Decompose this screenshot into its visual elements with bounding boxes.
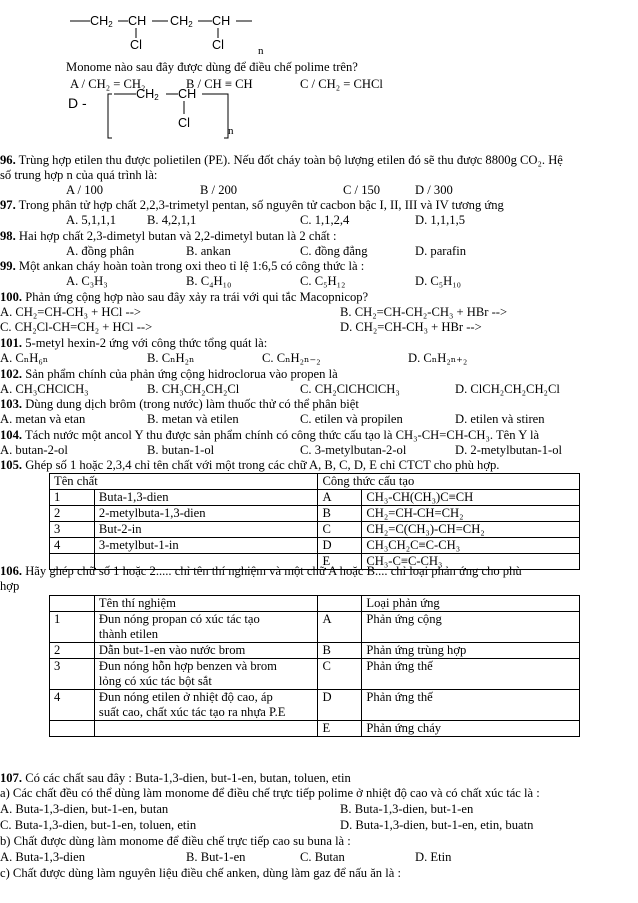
- q102-a: A. CH₃CHClCH₃: [0, 382, 89, 396]
- q96-c: C / 150: [343, 183, 381, 197]
- table-cell: A: [318, 612, 362, 643]
- q104-c: C. 3-metylbutan-2-ol: [300, 443, 407, 457]
- table-row: [50, 506, 580, 522]
- q101-a: A. CₙH₆ₙ: [0, 351, 49, 365]
- table-cell: Đun nóng hỗn hợp benzen và brom lỏng có xúc tác bột sắt: [94, 659, 318, 690]
- q106-text: 106. Hãy ghép chữ số 1 hoặc 2..... chỉ tên thí nghiệm và một chữ A hoặc B.... chỉ loại phản ứng cho phù: [0, 564, 522, 578]
- q107-a-B: B. Buta-1,3-dien, but-1-en: [340, 802, 474, 816]
- q103-text: 103. Dùng dung dịch brôm (trong nước) làm thuốc thử có thể phân biệt: [0, 397, 359, 411]
- table-cell: 1: [50, 490, 95, 506]
- q99-d: D. C₅H₁₀: [415, 274, 462, 288]
- q96-text: 96. Trùng hợp etilen thu được polietilen (PE). Nếu đốt cháy toàn bộ lượng etilen đó sẽ thu được 8800g CO₂. Hệ: [0, 153, 563, 167]
- q97-text: 97. Trong phân tử hợp chất 2,2,3-trimetyl pentan, số nguyên tử cacbon bậc I, II, III và IV tương ứng: [0, 198, 504, 212]
- table-cell: E: [318, 554, 362, 570]
- q104-text: 104. Tách nước một ancol Y thu được sản phẩm chính có công thức cấu tạo là CH₃-CH=CH-CH₃. Tên Y là: [0, 428, 540, 442]
- q99-b: B. C₄H₁₀: [186, 274, 232, 288]
- table-cell: CH₃-CH(CH₃)C≡CH: [362, 490, 580, 506]
- q105-header-formula: Công thức cấu tạo: [318, 474, 580, 490]
- table-cell: Phản ứng cộng: [362, 612, 580, 643]
- table-cell: CH₂=C(CH₃)-CH=CH₂: [362, 522, 580, 538]
- q98-d: D. parafin: [415, 244, 467, 258]
- monome-option-b: B / CH ≡ CH: [186, 77, 253, 91]
- table-cell: Dẫn but-1-en vào nước brom: [94, 643, 318, 659]
- table-cell: [318, 596, 362, 612]
- table-cell: 1: [50, 612, 95, 643]
- table-cell: C: [318, 522, 362, 538]
- table-cell: 4: [50, 690, 95, 721]
- q98-c: C. đồng đẳng: [300, 244, 368, 258]
- option-d-ch2: CH: [136, 87, 155, 101]
- q102-text: 102. Sản phẩm chính của phản ứng cộng hidroclorua vào propen là: [0, 367, 338, 381]
- option-d-ch: CH: [178, 87, 197, 101]
- q103-a: A. metan và etan: [0, 412, 86, 426]
- q107-b-A: A. Buta-1,3-dien: [0, 850, 85, 864]
- option-d-bonds: [0, 84, 638, 144]
- structure-bonds: [0, 0, 638, 60]
- q99-a: A. C₃H₃: [66, 274, 108, 288]
- q105-header-name: Tên chất: [50, 474, 318, 490]
- table-cell: B: [318, 506, 362, 522]
- table-cell: Phản ứng thế: [362, 659, 580, 690]
- table-cell: 3-metylbut-1-in: [94, 538, 318, 554]
- table-row: [50, 612, 580, 643]
- q104-d: D. 2-metylbutan-1-ol: [455, 443, 563, 457]
- table-cell: B: [318, 643, 362, 659]
- q105-table: [49, 473, 580, 570]
- table-row: [50, 538, 580, 554]
- q106-text2: hợp: [0, 579, 20, 593]
- q107-a-D: D. Buta-1,3-dien, but-1-en, etin, buatn: [340, 818, 534, 832]
- structure-cl2: Cl: [212, 38, 224, 52]
- q105-text: 105. Ghép số 1 hoặc 2,3,4 chỉ tên chất với một trong các chữ A, B, C, D, E chỉ CTCT cho phù hợp.: [0, 458, 500, 472]
- table-cell: But-2-in: [94, 522, 318, 538]
- table-cell: Đun nóng etilen ở nhiệt độ cao, áp suất cao, chất xúc tác tạo ra nhựa P.E: [94, 690, 318, 721]
- q106-header-type: Loại phản ứng: [362, 596, 580, 612]
- q102-d: D. ClCH₂CH₂CH₂Cl: [455, 382, 560, 396]
- q96-b: B / 200: [200, 183, 238, 197]
- table-row: [50, 643, 580, 659]
- q107-a-text: a) Các chất đều có thể dùng làm monome để điều chế trực tiếp polime ở nhiệt độ cao và có chất xúc tác là :: [0, 786, 540, 800]
- q103-b: B. metan và etilen: [147, 412, 239, 426]
- q107-c-text: c) Chất được dùng làm nguyên liệu điều chế anken, dùng làm gaz để nấu ăn là :: [0, 866, 401, 880]
- table-cell: 2: [50, 643, 95, 659]
- q103-c: C. etilen và propilen: [300, 412, 403, 426]
- table-cell: D: [318, 690, 362, 721]
- table-row: [50, 522, 580, 538]
- option-d-cl: Cl: [178, 116, 190, 130]
- q99-text: 99. Một ankan cháy hoàn toàn trong oxi theo tỉ lệ 1:6,5 có công thức là :: [0, 259, 365, 273]
- monome-option-c: C / CH₂ = CHCl: [300, 77, 383, 91]
- table-cell: 2: [50, 506, 95, 522]
- q100-d: D. CH₂=CH-CH₃ + HBr -->: [340, 320, 482, 334]
- q104-a: A. butan-2-ol: [0, 443, 68, 457]
- q107-b-D: D. Etin: [415, 850, 452, 864]
- q100-b: B. CH₂=CH-CH₂-CH₃ + HBr -->: [340, 305, 508, 319]
- q107-b-B: B. But-1-en: [186, 850, 246, 864]
- q107-b-C: C. Butan: [300, 850, 345, 864]
- q97-c: C. 1,1,2,4: [300, 213, 350, 227]
- table-cell: Phản ứng trùng hợp: [362, 643, 580, 659]
- table-row: [50, 659, 580, 690]
- structure-ch2: CH: [90, 14, 109, 28]
- q96-number: 96.: [0, 153, 16, 167]
- structure-cl1: Cl: [130, 38, 142, 52]
- table-cell: 4: [50, 538, 95, 554]
- table-cell: [94, 721, 318, 737]
- q101-text: 101. 5-metyl hexin-2 ứng với công thức tổng quát là:: [0, 336, 268, 350]
- option-d-n: n: [228, 125, 234, 137]
- monome-option-a: A / CH₂ = CH₂: [70, 77, 146, 91]
- table-cell: A: [318, 490, 362, 506]
- q106-table: [49, 595, 580, 737]
- q102-b: B. CH₃CH₂CH₂Cl: [147, 382, 240, 396]
- q97-a: A. 5,1,1,1: [66, 213, 117, 227]
- table-cell: 2-metylbuta-1,3-dien: [94, 506, 318, 522]
- q100-a: A. CH₂=CH-CH₃ + HCl -->: [0, 305, 141, 319]
- table-cell: C: [318, 659, 362, 690]
- table-cell: Phản ứng cháy: [362, 721, 580, 737]
- structure-ch2b: CH: [170, 14, 189, 28]
- q96-d: D / 300: [415, 183, 453, 197]
- table-cell: 3: [50, 659, 95, 690]
- q97-b: B. 4,2,1,1: [147, 213, 197, 227]
- q107-a-A: A. Buta-1,3-dien, but-1-en, butan: [0, 802, 169, 816]
- table-cell: E: [318, 721, 362, 737]
- table-cell: Đun nóng propan có xúc tác tạo thành etilen: [94, 612, 318, 643]
- q98-b: B. ankan: [186, 244, 231, 258]
- table-cell: Buta-1,3-dien: [94, 490, 318, 506]
- q103-d: D. etilen và stiren: [455, 412, 545, 426]
- structure-chb: CH: [212, 14, 231, 28]
- q100-text: 100. Phản ứng cộng hợp nào sau đây xảy ra trái với qui tắc Macopnicop?: [0, 290, 369, 304]
- table-cell: CH₂=CH-CH=CH₂: [362, 506, 580, 522]
- q107-b-text: b) Chất được dùng làm monome để điều chế trực tiếp cao su buna là :: [0, 834, 351, 848]
- q99-c: C. C₅H₁₂: [300, 274, 346, 288]
- table-row: [50, 490, 580, 506]
- q98-text: 98. Hai hợp chất 2,3-dimetyl butan và 2,2-dimetyl butan là 2 chất :: [0, 229, 337, 243]
- option-d-label: D -: [68, 95, 87, 111]
- table-cell: CH₃-C≡C-CH₃: [362, 554, 580, 570]
- q101-c: C. CₙH₂ₙ₋₂: [262, 351, 321, 365]
- q102-c: C. CH₂ClCHClCH₃: [300, 382, 400, 396]
- structure-n: n: [258, 45, 264, 57]
- structure-ch: CH: [128, 14, 147, 28]
- table-row: [50, 690, 580, 721]
- q96-text2: số trung hợp n của quá trình là:: [0, 168, 158, 182]
- table-cell: [50, 596, 95, 612]
- q101-d: D. CₙH₂ₙ₊₂: [408, 351, 468, 365]
- q107-text: 107. Có các chất sau đây : Buta-1,3-dien, but-1-en, butan, toluen, etin: [0, 771, 351, 785]
- q106-header-name: Tên thí nghiệm: [94, 596, 318, 612]
- table-cell: CH₃CH₂C≡C-CH₃: [362, 538, 580, 554]
- q100-c: C. CH₂Cl-CH=CH₂ + HCl -->: [0, 320, 153, 334]
- table-cell: 3: [50, 522, 95, 538]
- q98-a: A. đồng phân: [66, 244, 135, 258]
- table-cell: Phản ứng thế: [362, 690, 580, 721]
- q104-b: B. butan-1-ol: [147, 443, 215, 457]
- table-row: [50, 721, 580, 737]
- q96-a: A / 100: [66, 183, 104, 197]
- table-cell: D: [318, 538, 362, 554]
- q97-d: D. 1,1,1,5: [415, 213, 466, 227]
- q101-b: B. CₙH₂ₙ: [147, 351, 195, 365]
- table-cell: [50, 721, 95, 737]
- monome-question: Monome nào sau đây được dùng để điều chế polime trên?: [66, 60, 358, 74]
- q107-a-C: C. Buta-1,3-dien, but-1-en, toluen, etin: [0, 818, 197, 832]
